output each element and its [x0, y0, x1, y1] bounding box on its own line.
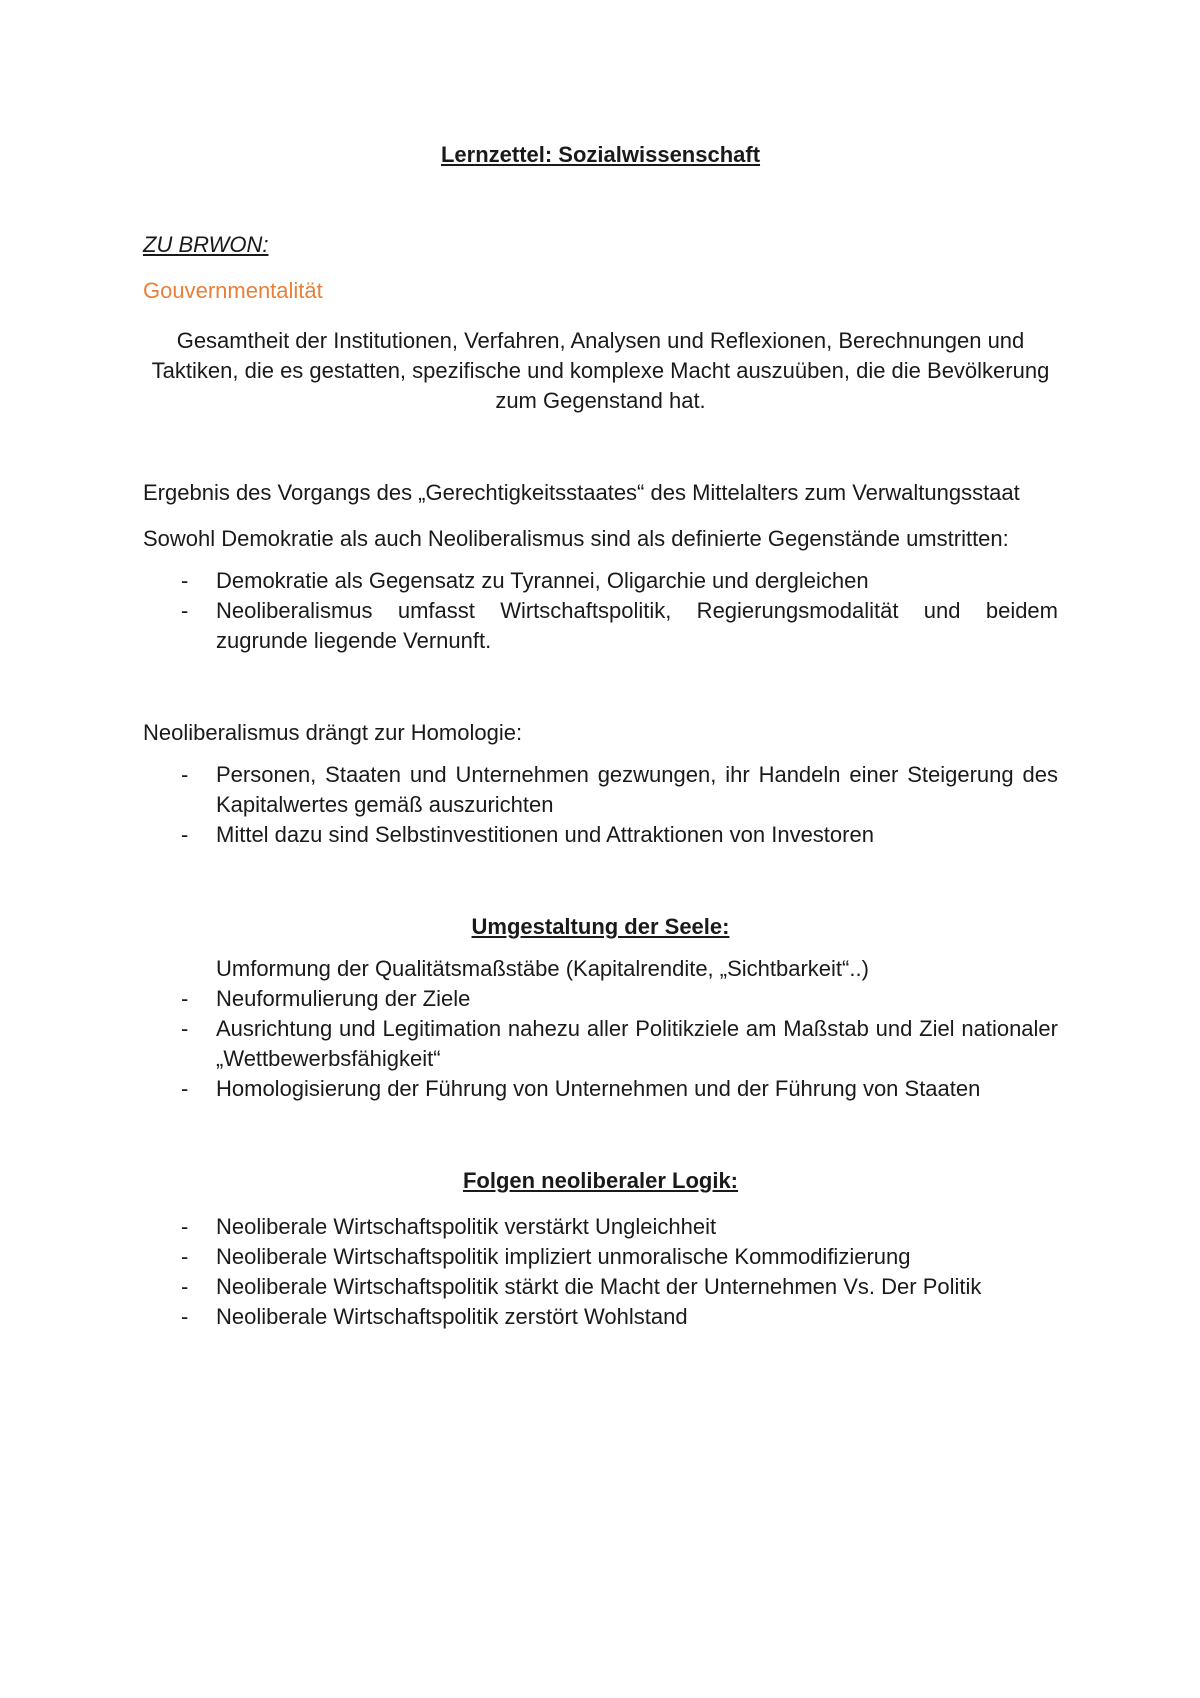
- list-folgen: [143, 1212, 1058, 1332]
- section-heading-seele: Umgestaltung der Seele:: [471, 914, 730, 939]
- paragraph-2: Sowohl Demokratie als auch Neoliberalismus sind als definierte Gegenstände umstritten:: [143, 526, 1009, 551]
- section-label: ZU BRWON:: [143, 232, 269, 257]
- list-democracy-neoliberalism: [143, 566, 1058, 656]
- document-page: [143, 140, 1058, 1332]
- dash-bullet: -: [181, 598, 189, 623]
- dash-bullet: -: [181, 986, 189, 1011]
- list-item: - Neoliberale Wirtschaftspolitik zerstört Wohlstand: [143, 1302, 1058, 1332]
- term-heading: Gouvernmentalität: [143, 278, 323, 303]
- list-item: - Neoliberale Wirtschaftspolitik stärkt die Macht der Unternehmen Vs. Der Politik: [143, 1272, 1058, 1302]
- list-item: - Neuformulierung der Ziele: [143, 984, 1058, 1014]
- dash-bullet: -: [181, 822, 189, 847]
- dash-bullet: -: [181, 1304, 189, 1329]
- list-item: - Neoliberale Wirtschaftspolitik verstärkt Ungleichheit: [143, 1212, 1058, 1242]
- document-title: Lernzettel: Sozialwissenschaft: [440, 142, 761, 167]
- list-item: Umformung der Qualitätsmaßstäbe (Kapitalrendite, „Sichtbarkeit“..): [216, 956, 869, 981]
- paragraph-1: Ergebnis des Vorgangs des „Gerechtigkeitsstaates“ des Mittelalters zum Verwaltungsstaat: [143, 480, 1020, 505]
- dash-bullet: -: [181, 762, 189, 787]
- dash-bullet: -: [181, 1016, 189, 1041]
- dash-bullet: -: [181, 1244, 189, 1269]
- section-heading-folgen: Folgen neoliberaler Logik:: [462, 1168, 739, 1193]
- dash-bullet: -: [181, 568, 189, 593]
- list-item: - Mittel dazu sind Selbstinvestitionen und Attraktionen von Investoren: [143, 820, 1058, 850]
- list-homology: [143, 760, 1058, 850]
- list-item: - Neoliberalismus umfasst Wirtschaftspolitik, Regierungsmodalität und beidem zugrunde liegende Vernunft.: [181, 598, 1058, 653]
- dash-bullet: -: [181, 1214, 189, 1239]
- list-item: - Neoliberale Wirtschaftspolitik impliziert unmoralische Kommodifizierung: [143, 1242, 1058, 1272]
- paragraph-3: Neoliberalismus drängt zur Homologie:: [143, 720, 523, 745]
- dash-bullet: -: [181, 1274, 189, 1299]
- list-seele: [143, 954, 1058, 1104]
- dash-bullet: -: [181, 1076, 189, 1101]
- list-item: - Ausrichtung und Legitimation nahezu aller Politikziele am Maßstab und Ziel nationaler „Wettbewerbsfähigkeit“: [181, 1016, 1058, 1071]
- list-item: - Personen, Staaten und Unternehmen gezwungen, ihr Handeln einer Steigerung des Kapitalwertes gemäß auszurichten: [181, 762, 1058, 817]
- list-item: - Demokratie als Gegensatz zu Tyrannei, Oligarchie und dergleichen: [143, 566, 1058, 596]
- term-definition: Gesamtheit der Institutionen, Verfahren, Analysen und Reflexionen, Berechnungen und Taktiken, die es gestatten, spezifische und komplexe Macht auszuüben, die die Bevölkerung zum Gegenstand hat.: [151, 328, 1050, 413]
- list-item: - Homologisierung der Führung von Unternehmen und der Führung von Staaten: [143, 1074, 1058, 1104]
